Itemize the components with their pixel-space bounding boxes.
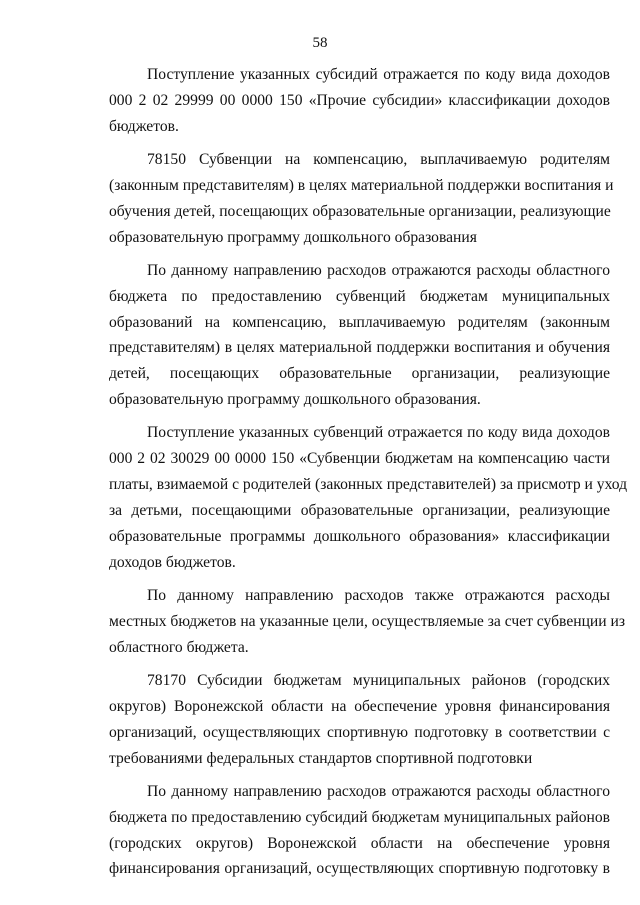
paragraph	[109, 583, 626, 661]
text-line: образований на компенсацию, выплачиваемую родителям (законным	[109, 313, 610, 331]
text-line: детей, посещающих образовательные организации, реализующие	[109, 365, 610, 383]
text-line: Поступление указанных субсидий отражается по коду вида доходов	[147, 66, 610, 83]
text-line: (законным представителям) в целях материальной поддержки воспитания и	[109, 176, 614, 194]
text-line: По данному направлению расходов отражаются расходы областного	[147, 261, 610, 279]
text-line: областного бюджета.	[109, 638, 249, 656]
text-line: 000 2 02 29999 00 0000 150 «Прочие субсидии» классификации доходов	[109, 91, 610, 109]
document-body	[109, 62, 628, 890]
text-line: образовательные программы дошкольного образования» классификации	[109, 527, 610, 545]
page-number: 58	[312, 35, 328, 51]
paragraph	[109, 62, 610, 140]
text-line: требованиями федеральных стандартов спортивной подготовки	[109, 749, 533, 767]
text-line: бюджета по предоставлению субвенций бюджетам муниципальных	[109, 287, 610, 305]
paragraph	[109, 258, 610, 413]
text-line: доходов бюджетов.	[109, 553, 236, 571]
text-line: 78170 Субсидии бюджетам муниципальных районов (городских	[147, 671, 610, 689]
text-line: местных бюджетов на указанные цели, осуществляемые за счет субвенции из	[109, 612, 626, 630]
paragraph	[109, 420, 628, 575]
text-line: бюджетов.	[109, 117, 179, 135]
text-line: 78150 Субвенции на компенсацию, выплачиваемую родителям	[147, 150, 610, 168]
text-line: организаций, осуществляющих спортивную подготовку в соответствии с	[109, 723, 610, 741]
text-line: Поступление указанных субвенций отражается по коду вида доходов	[147, 424, 610, 442]
text-line: обучения детей, посещающих образовательные организации, реализующие	[109, 202, 611, 220]
text-line: за детьми, посещающими образовательные организации, реализующие	[109, 502, 610, 520]
text-line: округов) Воронежской области на обеспечение уровня финансирования	[109, 697, 610, 715]
text-line: По данному направлению расходов также отражаются расходы	[147, 586, 610, 604]
text-line: По данному направлению расходов отражаются расходы областного	[147, 782, 610, 800]
text-line: (городских округов) Воронежской области на обеспечение уровня	[109, 834, 610, 852]
paragraph	[109, 779, 610, 883]
text-line: бюджета по предоставлению субсидий бюджетам муниципальных районов	[109, 808, 610, 826]
text-line: финансирования организаций, осуществляющих спортивную подготовку в	[109, 860, 610, 878]
text-line: образовательную программу дошкольного образования	[109, 228, 477, 246]
text-line: образовательную программу дошкольного образования.	[109, 391, 481, 409]
paragraph	[109, 147, 614, 251]
text-line: 000 2 02 30029 00 0000 150 «Субвенции бюджетам на компенсацию части	[109, 450, 610, 468]
text-line: платы, взимаемой с родителей (законных представителей) за присмотр и уход	[109, 476, 628, 494]
paragraph	[109, 668, 610, 772]
text-line: представителям) в целях материальной поддержки воспитания и обучения	[109, 339, 610, 357]
